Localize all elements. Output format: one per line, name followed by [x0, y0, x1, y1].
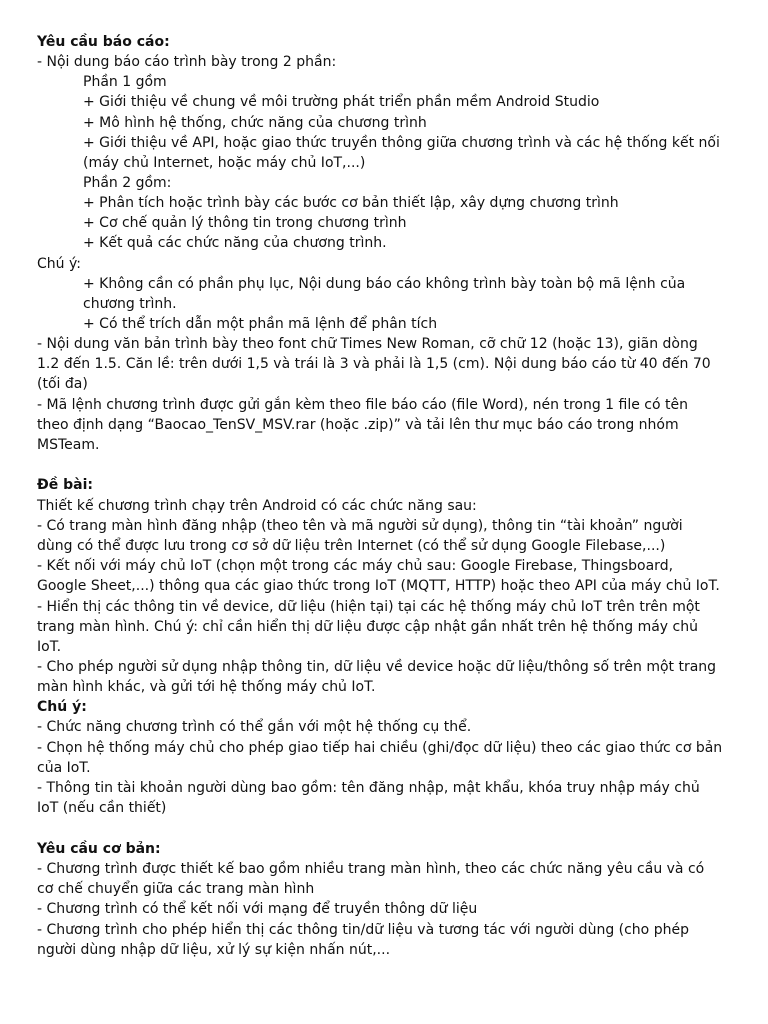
basic-item: - Chương trình có thể kết nối với mạng để truyền thông dữ liệu — [37, 901, 478, 917]
part2-item: + Kết quả các chức năng của chương trình. — [83, 235, 387, 251]
task-item-cont: dùng có thể được lưu trong cơ sở dữ liệu trên Internet (có thể sử dụng Google Filebase,...) — [37, 538, 666, 554]
task-item-cont: màn hình khác, và gửi tới hệ thống máy chủ IoT. — [37, 679, 376, 695]
task-note-item: - Chọn hệ thống máy chủ cho phép giao tiếp hai chiều (ghi/đọc dữ liệu) theo các giao thức cơ bản — [37, 740, 723, 756]
part1-label: Phần 1 gồm — [83, 74, 167, 90]
task-item: - Có trang màn hình đăng nhập (theo tên và mã người sử dụng), thông tin “tài khoản” người — [37, 518, 683, 534]
note-item: + Không cần có phần phụ lục, Nội dung báo cáo không trình bày toàn bộ mã lệnh của — [83, 276, 686, 292]
task-item: - Hiển thị các thông tin về device, dữ liệu (hiện tại) tại các hệ thống máy chủ IoT trên trên một — [37, 599, 700, 615]
note-item: + Có thể trích dẫn một phần mã lệnh để phân tích — [83, 316, 438, 332]
basic-item-cont: người dùng nhập dữ liệu, xử lý sự kiện nhấn nút,... — [37, 942, 391, 958]
part2-item: + Cơ chế quản lý thông tin trong chương trình — [83, 215, 407, 231]
basic-item: - Chương trình cho phép hiển thị các thông tin/dữ liệu và tương tác với người dùng (cho phép — [37, 922, 689, 938]
task-note-label: Chú ý: — [37, 699, 87, 715]
basic-item-cont: cơ chế chuyển giữa các trang màn hình — [37, 881, 315, 897]
report-line: - Nội dung báo cáo trình bày trong 2 phần: — [37, 54, 337, 70]
report-requirements-heading: Yêu cầu báo cáo: — [37, 34, 170, 50]
format-line: 1.2 đến 1.5. Căn lề: trên dưới 1,5 và trái là 3 và phải là 1,5 (cm). Nội dung báo cáo từ 40 đến 70 — [37, 356, 711, 372]
submission-line: MSTeam. — [37, 437, 100, 453]
task-heading: Đề bài: — [37, 477, 93, 493]
task-item-cont: Google Sheet,...) thông qua các giao thức trong IoT (MQTT, HTTP) hoặc theo API của máy chủ IoT. — [37, 578, 720, 594]
task-note-item-cont: của IoT. — [37, 760, 91, 776]
task-item: - Kết nối với máy chủ IoT (chọn một trong các máy chủ sau: Google Firebase, Thingsboard, — [37, 558, 674, 574]
format-line: (tối đa) — [37, 376, 88, 392]
task-note-item-cont: IoT (nếu cần thiết) — [37, 800, 167, 816]
task-item-cont: IoT. — [37, 639, 62, 655]
task-note-item: - Thông tin tài khoản người dùng bao gồm: tên đăng nhập, mật khẩu, khóa truy nhập máy chủ — [37, 780, 700, 796]
note-item-cont: chương trình. — [83, 296, 177, 312]
task-note-item: - Chức năng chương trình có thể gắn với một hệ thống cụ thể. — [37, 719, 472, 735]
part2-label: Phần 2 gồm: — [83, 175, 172, 191]
part1-item: + Giới thiệu về chung về môi trường phát triển phần mềm Android Studio — [83, 94, 600, 110]
task-item-cont: trang màn hình. Chú ý: chỉ cần hiển thị dữ liệu được cập nhật gần nhất trên hệ thống máy chủ — [37, 619, 698, 635]
part1-item: + Giới thiệu về API, hoặc giao thức truyền thông giữa chương trình và các hệ thống kết nối — [83, 135, 720, 151]
submission-line: theo định dạng “Baocao_TenSV_MSV.rar (hoặc .zip)” và tải lên thư mục báo cáo trong nhóm — [37, 417, 679, 433]
task-item: - Cho phép người sử dụng nhập thông tin, dữ liệu về device hoặc dữ liệu/thông số trên một trang — [37, 659, 717, 675]
part1-item: + Mô hình hệ thống, chức năng của chương trình — [83, 115, 427, 131]
part2-item: + Phân tích hoặc trình bày các bước cơ bản thiết lập, xây dựng chương trình — [83, 195, 619, 211]
submission-line: - Mã lệnh chương trình được gửi gắn kèm theo file báo cáo (file Word), nén trong 1 file có tên — [37, 397, 688, 413]
note-label: Chú ý: — [37, 256, 81, 272]
task-intro: Thiết kế chương trình chạy trên Android có các chức năng sau: — [37, 498, 477, 514]
part1-item-cont: (máy chủ Internet, hoặc máy chủ IoT,...) — [83, 155, 366, 171]
basic-item: - Chương trình được thiết kế bao gồm nhiều trang màn hình, theo các chức năng yêu cầu và có — [37, 861, 705, 877]
format-line: - Nội dung văn bản trình bày theo font chữ Times New Roman, cỡ chữ 12 (hoặc 13), giãn dòng — [37, 336, 698, 352]
basic-requirements-heading: Yêu cầu cơ bản: — [37, 841, 161, 857]
